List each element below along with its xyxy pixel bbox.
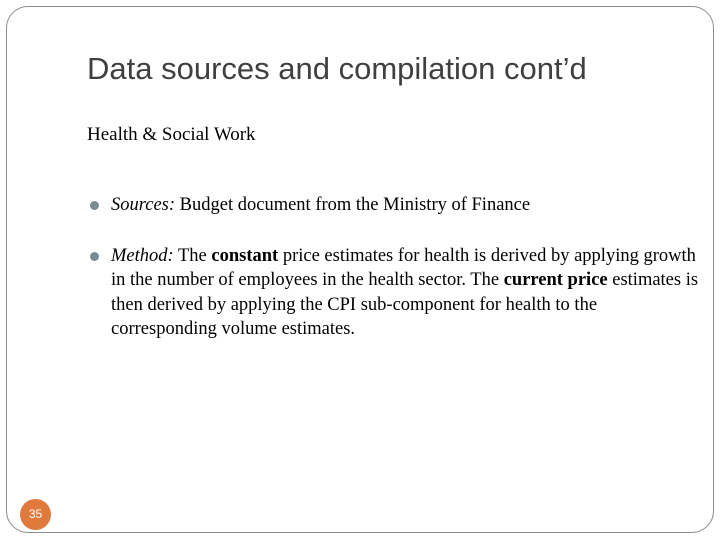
bullet-lead-label: Sources: bbox=[111, 195, 176, 215]
bullet-emphasis: constant bbox=[211, 245, 279, 266]
bullet-emphasis: current price bbox=[503, 270, 608, 290]
bullet-dot-icon bbox=[90, 252, 99, 261]
section-heading: Health & Social Work bbox=[87, 124, 256, 145]
slide-title: Data sources and compilation cont’d bbox=[87, 51, 587, 86]
bullet-text: price estimates for health is derived by applying growth in the number of employees in the health sector. The bbox=[111, 245, 696, 290]
slide-frame bbox=[6, 6, 714, 533]
bullet-list bbox=[90, 193, 700, 342]
bullet-sources bbox=[90, 193, 700, 218]
bullet-lead-label: Method: bbox=[111, 245, 174, 266]
bullet-text: estimates is then derived by applying the CPI sub-component for health to the corresponding volume estimates. bbox=[111, 270, 699, 339]
page-number-badge: 35 bbox=[20, 499, 51, 530]
bullet-text: Budget document from the Ministry of Finance bbox=[175, 195, 531, 215]
bullet-text: The bbox=[173, 245, 212, 266]
bullet-method bbox=[90, 244, 700, 342]
bullet-dot-icon bbox=[90, 201, 99, 210]
